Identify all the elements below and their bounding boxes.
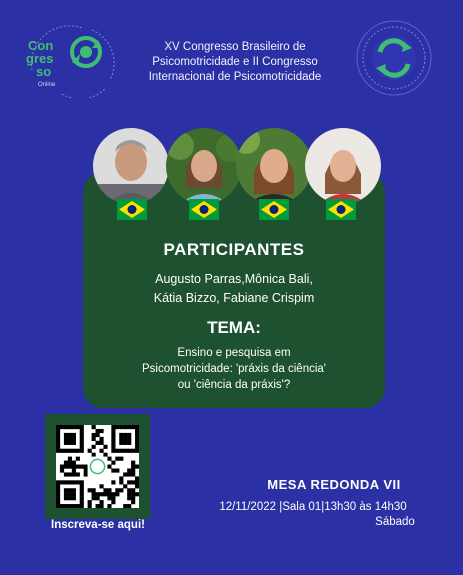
- theme-heading: TEMA:: [207, 318, 261, 337]
- avatar-fabiane: [305, 128, 381, 204]
- participants-heading: PARTICIPANTES: [163, 240, 305, 259]
- qr-code[interactable]: [56, 425, 139, 508]
- avatar-augusto: [93, 128, 169, 204]
- congress-title: [130, 40, 340, 85]
- brazil-flag-icon: [117, 199, 147, 220]
- names-line: Augusto Parras,Mônica Bali,: [155, 272, 313, 286]
- theme-line: Psicomotricidade: 'práxis da ciência': [142, 363, 326, 375]
- logo-text-online: Online: [38, 82, 56, 88]
- signup-cta[interactable]: Inscreva-se aqui!: [51, 519, 145, 531]
- logo-text-line3: so: [36, 64, 52, 79]
- participants-names: [83, 270, 385, 308]
- logo-text-line2: gres: [26, 51, 54, 66]
- title-line: Internacional de Psicomotricidade: [148, 71, 322, 83]
- avatar-katia: [236, 128, 312, 204]
- theme-line: Ensino e pesquisa em: [177, 347, 291, 359]
- brazil-flag-icon: [189, 199, 219, 220]
- theme-line: ou 'ciência da práxis'?: [177, 379, 291, 391]
- congress-logo: [22, 20, 122, 98]
- session-day: Sábado: [375, 516, 415, 528]
- brazil-flag-icon: [326, 199, 356, 220]
- title-line: XV Congresso Brasileiro de: [164, 41, 306, 53]
- logo-text-line1: Con: [28, 38, 54, 53]
- association-logo: [354, 18, 434, 98]
- names-line: Kátia Bizzo, Fabiane Crispim: [153, 291, 315, 305]
- theme-text: [100, 345, 368, 393]
- brazil-flag-icon: [259, 199, 289, 220]
- session-details: 12/11/2022 |Sala 01|13h30 às 14h30: [219, 501, 407, 513]
- avatar-monica: [166, 128, 242, 204]
- title-line: Psicomotricidade e II Congresso: [152, 56, 318, 68]
- session-title: MESA REDONDA VII: [267, 477, 401, 492]
